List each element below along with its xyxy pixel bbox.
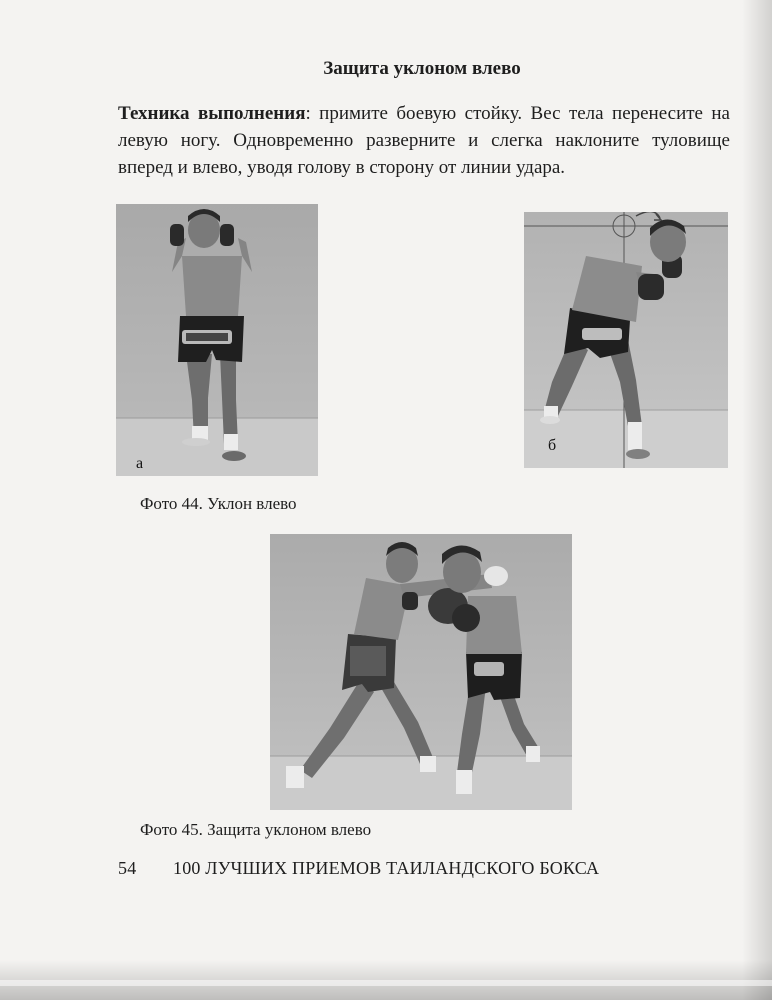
technique-paragraph <box>118 100 730 181</box>
photo-44a-label: а <box>136 455 144 472</box>
page-number: 54 <box>118 858 137 878</box>
photo-44b-slip-left <box>524 212 728 468</box>
scan-edge-shadow-bottom <box>0 960 772 1000</box>
scan-edge-shadow-right <box>742 0 772 1000</box>
section-heading: Защита уклоном влево <box>323 58 521 79</box>
photo-45-caption: Фото 45. Защита уклоном влево <box>140 820 372 839</box>
photo-44-caption: Фото 44. Уклон влево <box>140 494 297 513</box>
technique-lead: Техника выполнения <box>118 103 306 124</box>
technique-text: : примите боевую стойку. Вес тела перенесите на левую ногу. Одновременно разверните и слегка наклоните туловище вперед и влево, уводя голову в сторону от линии удара. <box>118 103 730 178</box>
photo-44b-label: б <box>548 437 557 454</box>
photo-45-slip-defense <box>270 534 572 810</box>
book-title: 100 ЛУЧШИХ ПРИЕМОВ ТАИЛАНДСКОГО БОКСА <box>173 858 600 878</box>
page-footer <box>118 858 599 879</box>
photo-44a-guard-stance <box>116 204 318 476</box>
